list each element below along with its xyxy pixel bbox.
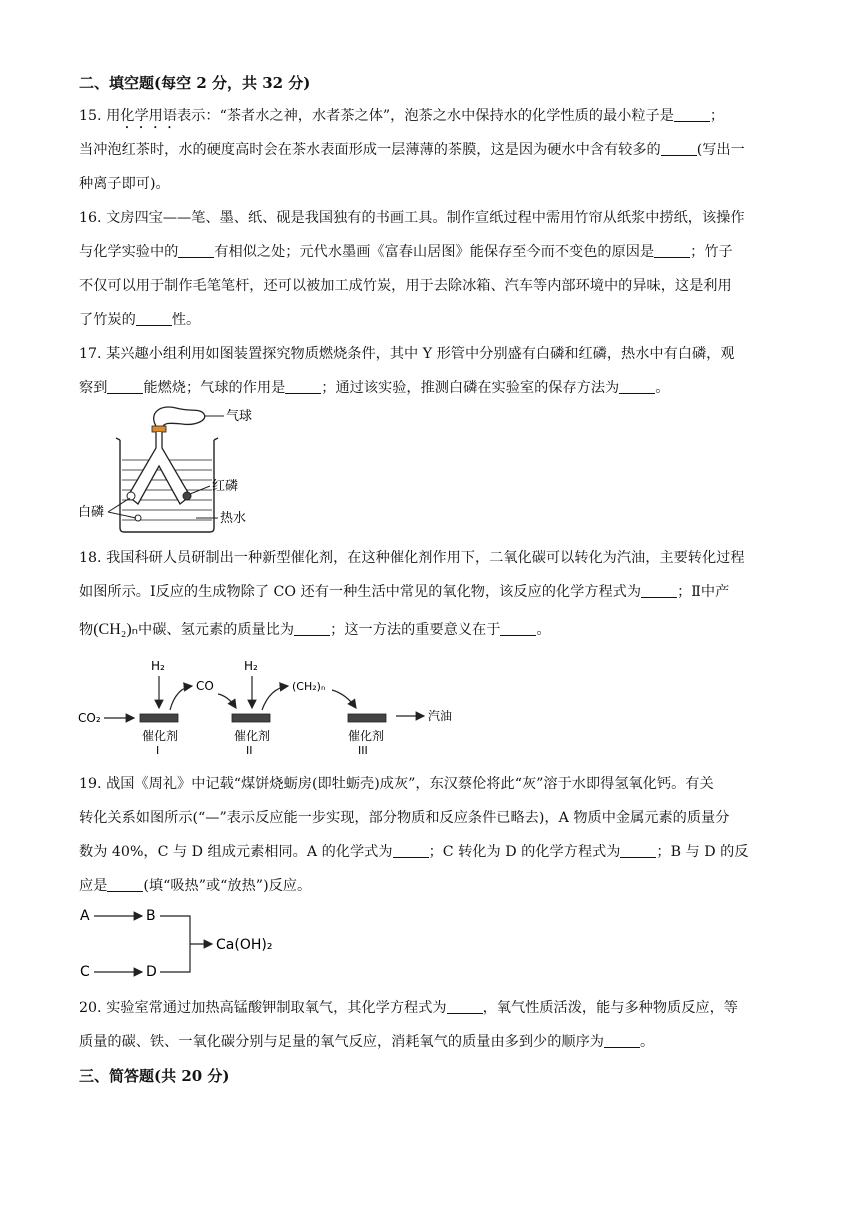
q17-text: 能燃烧；气球的作用是 [143,380,286,396]
answer-blank[interactable] [674,107,710,122]
q20-text: ，氧气性质活泼，能与多种物质反应，等 [482,1000,738,1016]
q17-text: 察到 [79,380,108,396]
label-ch2n: (CH₂)ₙ [292,680,326,693]
q19-line-2: 转化关系如图所示(“—”表示反应能一步实现，部分物质和反应条件已略去)，A 物质中金属元素的质量分 [79,810,730,826]
q17-line-2 [79,378,669,398]
label-catalyst-1: 催化剂 [142,729,179,743]
q15-line-3: 种离子即可)。 [79,176,170,192]
combustion-apparatus-figure [78,404,278,544]
q17-text: 。 [655,380,670,396]
q15-text: 表示：“茶者水之神，水者茶之体”，泡茶之水中保持水的化学性质的最小粒子是 [177,108,674,124]
q19-line-1: 19. 战国《周礼》中记载“煤饼烧蛎房(即牡蛎壳)成灰”，东汉蔡伦将此“灰”溶于水即得氢氧化钙。有关 [79,776,714,792]
q18-text: 。 [536,622,551,638]
catalyst-1-plate [140,714,178,722]
q20-line-1 [79,998,738,1018]
answer-blank[interactable] [620,843,656,858]
answer-blank[interactable] [285,379,321,394]
q17-line-1: 17. 某兴趣小组利用如图装置探究物质燃烧条件，其中 Y 形管中分别盛有白磷和红磷，热水中有白磷，观 [79,346,735,362]
answer-blank[interactable] [619,379,655,394]
answer-blank[interactable] [294,621,330,636]
q19-text: ；C 转化为 D 的化学方程式为 [428,844,621,860]
label-catalyst-2: 催化剂 [234,729,271,743]
catalyst-3-plate [348,714,386,722]
q15-text: 15. 用 [79,108,121,124]
q16-text: 性。 [171,312,201,328]
label-white-phosphorus: 白磷 [78,505,105,520]
answer-blank[interactable] [654,243,690,258]
balloon-shape [154,407,205,428]
red-phosphorus [183,492,191,500]
q15-emphasis: 化学用语 [120,108,178,124]
label-gasoline: 汽油 [428,709,453,723]
q16-text: 有相似之处；元代水墨画《富春山居图》能保存至今而不变色的原因是 [214,244,655,260]
q19-text: 应是 [79,878,108,894]
q20-text: 质量的碳、铁、一氧化碳分别与足量的氧气反应，消耗氧气的质量由多到少的顺序为 [79,1034,604,1050]
label-co2: CO₂ [78,711,101,725]
label-h2-2: H₂ [244,659,258,673]
node-c: C [80,964,90,980]
q20-text: 。 [639,1034,655,1050]
label-co: CO [196,679,214,693]
answer-blank[interactable] [178,243,214,258]
q16-text: 了竹炭的 [79,312,136,328]
co2-to-gasoline-figure [78,656,478,756]
answer-blank[interactable] [447,999,483,1014]
q15-line-1 [79,106,724,132]
label-h2-1: H₂ [151,659,165,673]
label-hot-water: 热水 [220,511,247,526]
node-caoh2: Ca(OH)₂ [216,937,273,953]
stopper [152,426,166,432]
q18-line-3 [79,620,551,640]
node-d: D [146,964,157,980]
q16-text: 与化学实验中的 [79,244,179,260]
q17-text: ；通过该实验，推测白磷在实验室的保存方法为 [321,380,620,396]
q15-text: (写出一 [696,142,745,158]
q18-line-2 [79,582,729,602]
node-b: B [146,908,156,924]
q16-line-1: 16. 文房四宝——笔、墨、纸、砚是我国独有的书画工具。制作宣纸过程中需用竹帘从纸浆中捞纸，该操作 [79,210,745,226]
q18-text: 如图所示。Ⅰ反应的生成物除了 CO 还有一种生活中常见的氧化物，该反应的化学方程式为 [79,584,642,600]
label-catalyst-3: 催化剂 [348,729,385,743]
formula-ch2n: (CH₂)ₙ [93,621,139,638]
q18-line-1: 18. 我国科研人员研制出一种新型催化剂，在这种催化剂作用下，二氧化碳可以转化为汽油，主要转化过程 [79,550,745,566]
q16-line-4 [79,310,200,330]
answer-blank[interactable] [604,1033,640,1048]
answer-blank[interactable] [136,311,172,326]
q20-text: 20. 实验室常通过加热高锰酸钾制取氧气，其化学方程式为 [79,1000,447,1016]
q19-line-4 [79,876,311,896]
q18-text: ；Ⅱ中产 [677,584,730,600]
conversion-relation-figure [78,902,298,982]
q15-text: ； [709,108,725,124]
answer-blank[interactable] [641,583,677,598]
answer-blank[interactable] [500,621,536,636]
q18-text: 物 [79,622,94,638]
label-red-phosphorus: 红磷 [212,479,239,494]
q16-line-3: 不仅可以用于制作毛笔笔杆，还可以被加工成竹炭，用于去除冰箱、汽车等内部环境中的异味，这是利用 [79,278,732,294]
node-a: A [80,908,90,924]
label-catalyst-1-num: I [156,744,160,756]
q15-text: 当冲泡红茶时，水的硬度高时会在茶水表面形成一层薄薄的茶膜，这是因为硬水中含有较多的 [79,142,661,158]
q19-text: (填“吸热”或“放热”)反应。 [143,878,312,894]
q19-text: ；B 与 D 的反 [656,844,749,860]
answer-blank[interactable] [393,843,429,858]
q19-line-3 [79,842,748,862]
q18-text: 中碳、氢元素的质量比为 [138,622,295,638]
label-balloon: 气球 [226,409,253,424]
q16-text: ；竹子 [690,244,733,260]
q19-text: 数为 40%，C 与 D 组成元素相同。A 的化学式为 [79,844,393,860]
q15-line-2 [79,140,745,160]
answer-blank[interactable] [107,379,143,394]
catalyst-2-plate [232,714,270,722]
q18-text: ；这一方法的重要意义在于 [330,622,501,638]
section-2-title: 二、填空题(每空 2 分，共 32 分) [79,74,311,92]
q16-line-2 [79,242,733,262]
label-catalyst-3-num: III [358,744,368,756]
q20-line-2 [79,1032,654,1052]
answer-blank[interactable] [661,141,697,156]
y-tube [128,432,190,504]
label-catalyst-2-num: II [246,744,253,756]
section-3-title: 三、简答题(共 20 分) [79,1067,230,1085]
answer-blank[interactable] [107,877,143,892]
